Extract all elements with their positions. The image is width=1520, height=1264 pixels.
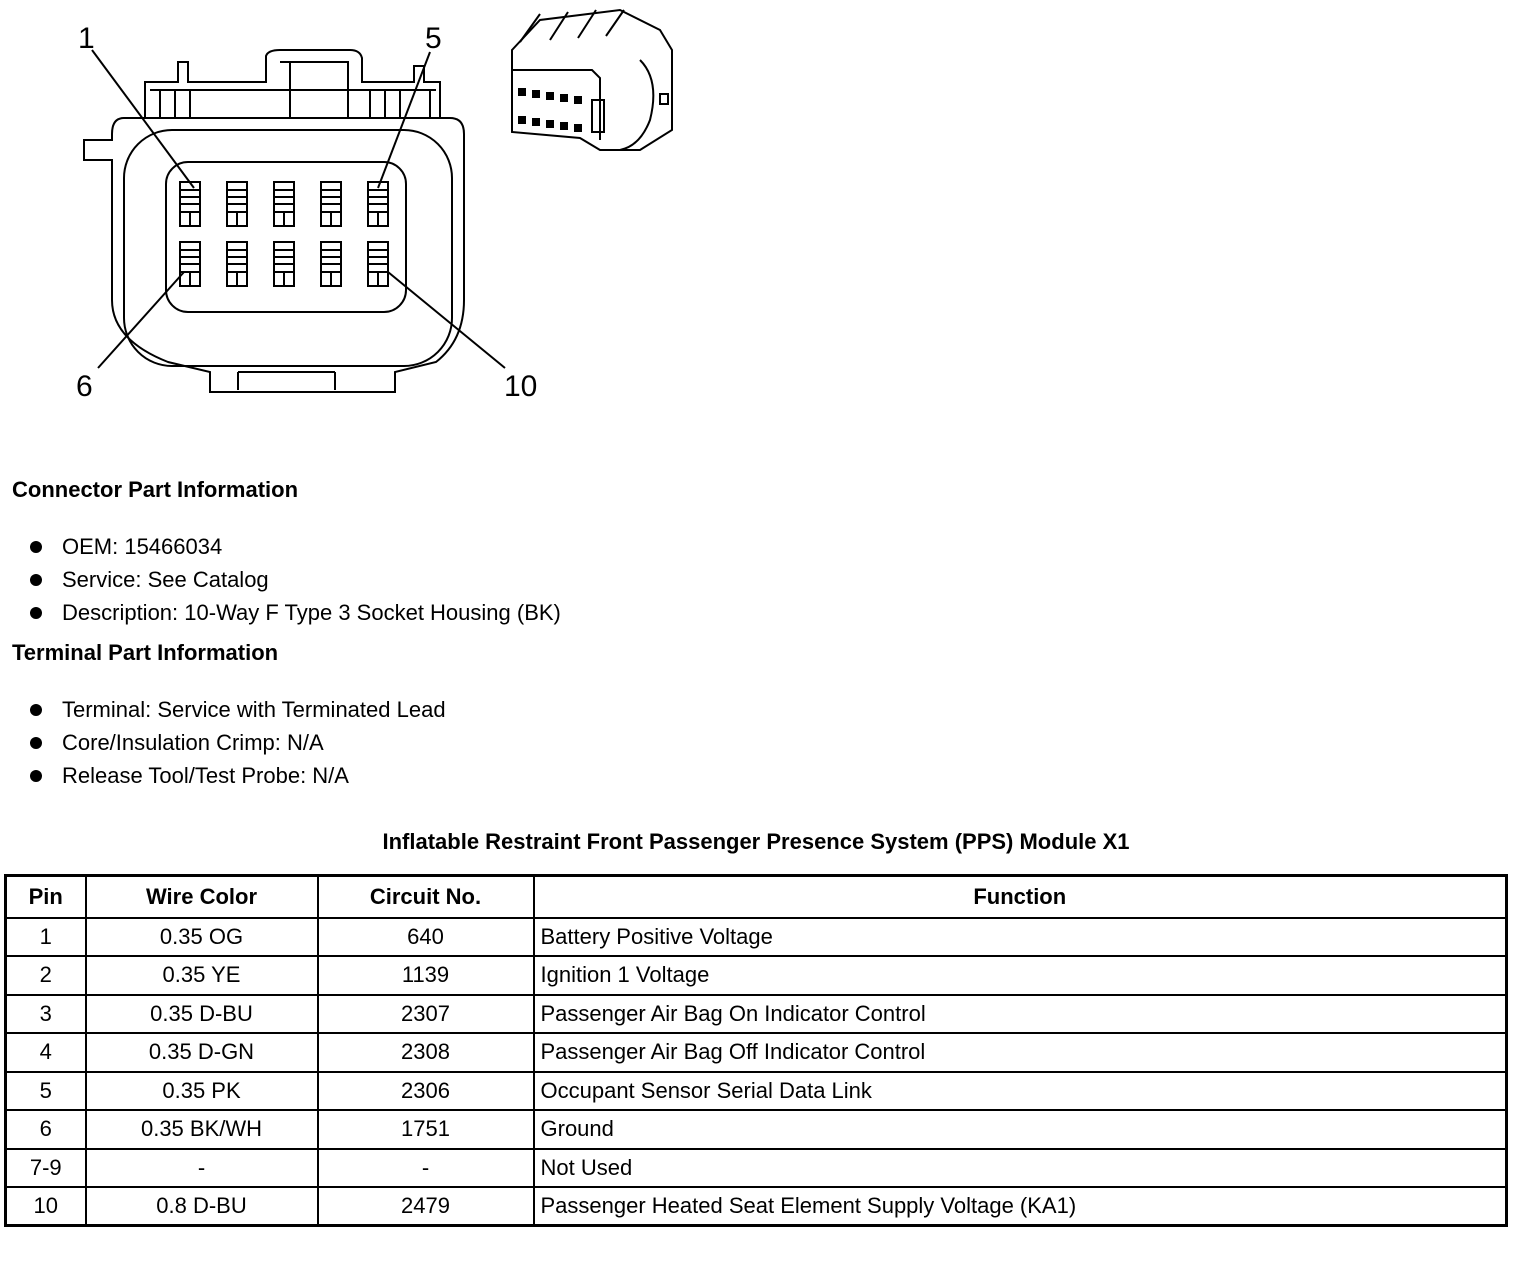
connector-3d-illustration	[512, 10, 672, 150]
header-pin: Pin	[6, 876, 86, 918]
table-row	[6, 1187, 1507, 1226]
pin-label-10: 10	[504, 370, 538, 403]
cell-circuit-no: 640	[318, 918, 534, 957]
terminal-cavity-5	[368, 182, 388, 226]
pinout-table	[4, 874, 1508, 1227]
cell-function: Battery Positive Voltage	[534, 918, 1507, 957]
table-title: Inflatable Restraint Front Passenger Presence System (PPS) Module X1	[382, 829, 1130, 854]
terminal-info-list	[0, 693, 446, 792]
list-item: Core/Insulation Crimp: N/A	[0, 726, 446, 759]
cell-function: Ignition 1 Voltage	[534, 956, 1507, 995]
cell-pin: 1	[6, 918, 86, 957]
terminal-info-title: Terminal Part Information	[12, 640, 279, 665]
cell-pin: 7-9	[6, 1149, 86, 1188]
terminal-cavity-8	[274, 242, 294, 286]
table-row	[6, 1110, 1507, 1149]
cell-wire-color: 0.35 YE	[86, 956, 318, 995]
cell-wire-color: 0.35 PK	[86, 1072, 318, 1111]
table-row	[6, 918, 1507, 957]
cell-pin: 5	[6, 1072, 86, 1111]
cell-function: Ground	[534, 1110, 1507, 1149]
terminal-cavity-1	[180, 182, 200, 226]
header-wire-color: Wire Color	[86, 876, 318, 918]
connector-info-title: Connector Part Information	[12, 477, 299, 502]
table-header-row	[6, 876, 1507, 918]
connector-diagram	[0, 0, 700, 420]
cell-pin: 10	[6, 1187, 86, 1226]
cell-wire-color: 0.35 BK/WH	[86, 1110, 318, 1149]
cell-circuit-no: 2479	[318, 1187, 534, 1226]
terminal-cavity-9	[321, 242, 341, 286]
cell-function: Passenger Air Bag Off Indicator Control	[534, 1033, 1507, 1072]
table-row	[6, 956, 1507, 995]
cell-circuit-no: -	[318, 1149, 534, 1188]
cell-circuit-no: 2306	[318, 1072, 534, 1111]
cell-function: Passenger Air Bag On Indicator Control	[534, 995, 1507, 1034]
cell-pin: 2	[6, 956, 86, 995]
cell-circuit-no: 2308	[318, 1033, 534, 1072]
list-item: Description: 10-Way F Type 3 Socket Housing (BK)	[0, 596, 561, 629]
cell-function: Occupant Sensor Serial Data Link	[534, 1072, 1507, 1111]
cell-pin: 4	[6, 1033, 86, 1072]
terminal-cavity-4	[321, 182, 341, 226]
cell-wire-color: 0.35 D-GN	[86, 1033, 318, 1072]
connector-cavity-inner	[166, 162, 406, 312]
table-row	[6, 995, 1507, 1034]
pin-label-5: 5	[425, 22, 442, 55]
cell-wire-color: 0.35 OG	[86, 918, 318, 957]
terminal-cavity-10	[368, 242, 388, 286]
cell-wire-color: 0.35 D-BU	[86, 995, 318, 1034]
cell-pin: 3	[6, 995, 86, 1034]
cell-circuit-no: 1139	[318, 956, 534, 995]
connector-info-list	[0, 530, 561, 629]
connector-cavity-outer	[124, 130, 452, 366]
cell-function: Not Used	[534, 1149, 1507, 1188]
list-item: OEM: 15466034	[0, 530, 561, 563]
header-circuit-no: Circuit No.	[318, 876, 534, 918]
cell-circuit-no: 2307	[318, 995, 534, 1034]
terminal-cavity-3	[274, 182, 294, 226]
header-function: Function	[534, 876, 1507, 918]
list-item: Terminal: Service with Terminated Lead	[0, 693, 446, 726]
table-row	[6, 1072, 1507, 1111]
list-item: Release Tool/Test Probe: N/A	[0, 759, 446, 792]
cell-wire-color: 0.8 D-BU	[86, 1187, 318, 1226]
table-row	[6, 1033, 1507, 1072]
list-item: Service: See Catalog	[0, 563, 561, 596]
terminal-cavity-2	[227, 182, 247, 226]
pin-label-1: 1	[78, 22, 95, 55]
terminal-cavity-6	[180, 242, 200, 286]
cell-wire-color: -	[86, 1149, 318, 1188]
terminal-cavity-7	[227, 242, 247, 286]
cell-pin: 6	[6, 1110, 86, 1149]
cell-function: Passenger Heated Seat Element Supply Voltage (KA1)	[534, 1187, 1507, 1226]
table-row	[6, 1149, 1507, 1188]
cell-circuit-no: 1751	[318, 1110, 534, 1149]
pin-label-6: 6	[76, 370, 93, 403]
